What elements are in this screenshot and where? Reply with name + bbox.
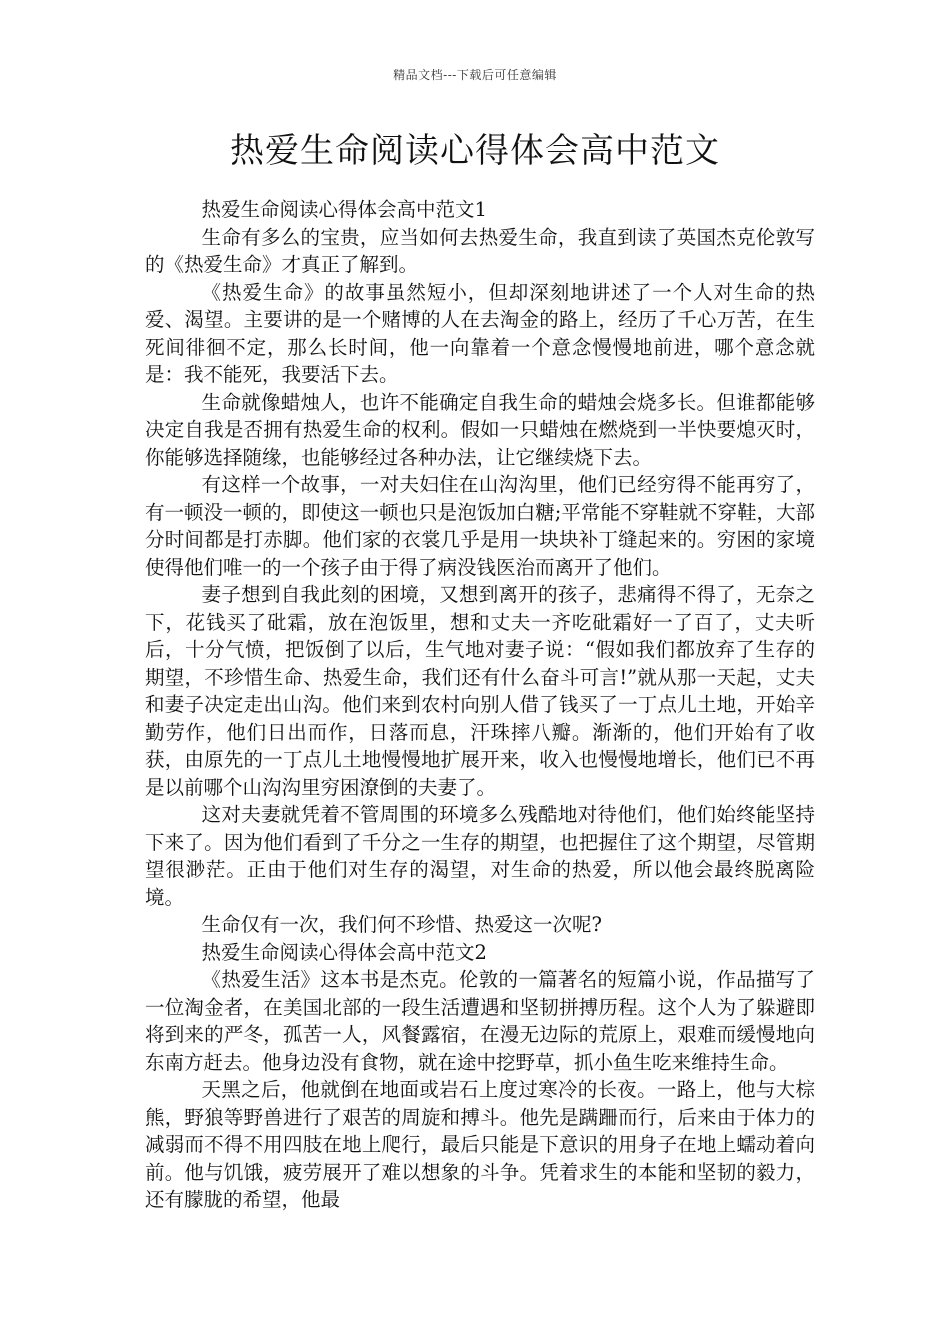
paragraph: 这对夫妻就凭着不管周围的环境多么残酷地对待他们，他们始终能坚持下来了。因为他们看到了千分之一生存的期望，也把握住了这个期望，尽管期望很渺茫。正由于他们对生存的渴望，对生命的热爱，所以他会最终脱离险境。 (145, 803, 815, 909)
paragraph: 《热爱生活》这本书是杰克。伦敦的一篇著名的短篇小说，作品描写了一位淘金者，在美国北部的一段生活遭遇和坚韧拼搏历程。这个人为了躲避即将到来的严冬，孤苦一人，风餐露宿，在漫无边际的荒原上，艰难而缓慢地向东南方赶去。他身边没有食物，就在途中挖野草，抓小鱼生吃来维持生命。 (145, 968, 815, 1074)
paragraph: 《热爱生命》的故事虽然短小，但却深刻地讲述了一个人对生命的热爱、渴望。主要讲的是一个赌博的人在去淘金的路上，经历了千心万苦，在生死间徘徊不定，那么长时间，他一向靠着一个意念慢慢地前进，哪个意念就是：我不能死，我要活下去。 (145, 280, 815, 386)
paragraph: 妻子想到自我此刻的困境，又想到离开的孩子，悲痛得不得了，无奈之下，花钱买了砒霜，放在泡饭里，想和丈夫一齐吃砒霜好一了百了，丈夫听后，十分气愤，把饭倒了以后，生气地对妻子说：“假如我们都放弃了生存的期望，不珍惜生命、热爱生命，我们还有什么奋斗可言!”就从那一天起，丈夫和妻子决定走出山沟。他们来到农村向别人借了钱买了一丁点儿土地，开始辛勤劳作，他们日出而作，日落而息，汗珠摔八瓣。渐渐的，他们开始有了收获，由原先的一丁点儿土地慢慢地扩展开来，收入也慢慢地增长，他们已不再是以前哪个山沟沟里穷困潦倒的夫妻了。 (145, 583, 815, 799)
section-heading-2: 热爱生命阅读心得体会高中范文2 (201, 940, 487, 964)
paragraph: 生命就像蜡烛人，也许不能确定自我生命的蜡烛会烧多长。但谁都能够决定自我是否拥有热爱生命的权利。假如一只蜡烛在燃烧到一半快要熄灭时，你能够选择随缘，也能够经过各种办法，让它继续烧下去。 (145, 390, 815, 469)
document-body (145, 196, 815, 1214)
paragraph: 生命仅有一次，我们何不珍惜、热爱这一次呢? (201, 913, 603, 936)
section-heading-1: 热爱生命阅读心得体会高中范文1 (201, 198, 487, 221)
paragraph: 有这样一个故事，一对夫妇住在山沟沟里，他们已经穷得不能再穷了，有一顿没一顿的，即使这一顿也只是泡饭加白糖;平常能不穿鞋就不穿鞋，大部分时间都是打赤脚。他们家的衣裳几乎是用一块块补丁缝起来的。穷困的家境使得他们唯一的一个孩子由于得了病没钱医治而离开了他们。 (145, 473, 815, 579)
paragraph: 生命有多么的宝贵，应当如何去热爱生命，我直到读了英国杰克伦敦写的《热爱生命》才真正了解到。 (145, 225, 815, 276)
document-title: 热爱生命阅读心得体会高中范文 (230, 131, 720, 171)
header-note: 精品文档---下载后可任意编辑 (393, 68, 557, 82)
paragraph: 天黑之后，他就倒在地面或岩石上度过寒冷的长夜。一路上，他与大棕熊，野狼等野兽进行了艰苦的周旋和搏斗。他先是蹒跚而行，后来由于体力的减弱而不得不用四肢在地上爬行，最后只能是下意识的用身子在地上蠕动着向前。他与饥饿，疲劳展开了难以想象的斗争。凭着求生的本能和坚韧的毅力，还有朦胧的希望，他最 (145, 1078, 815, 1211)
